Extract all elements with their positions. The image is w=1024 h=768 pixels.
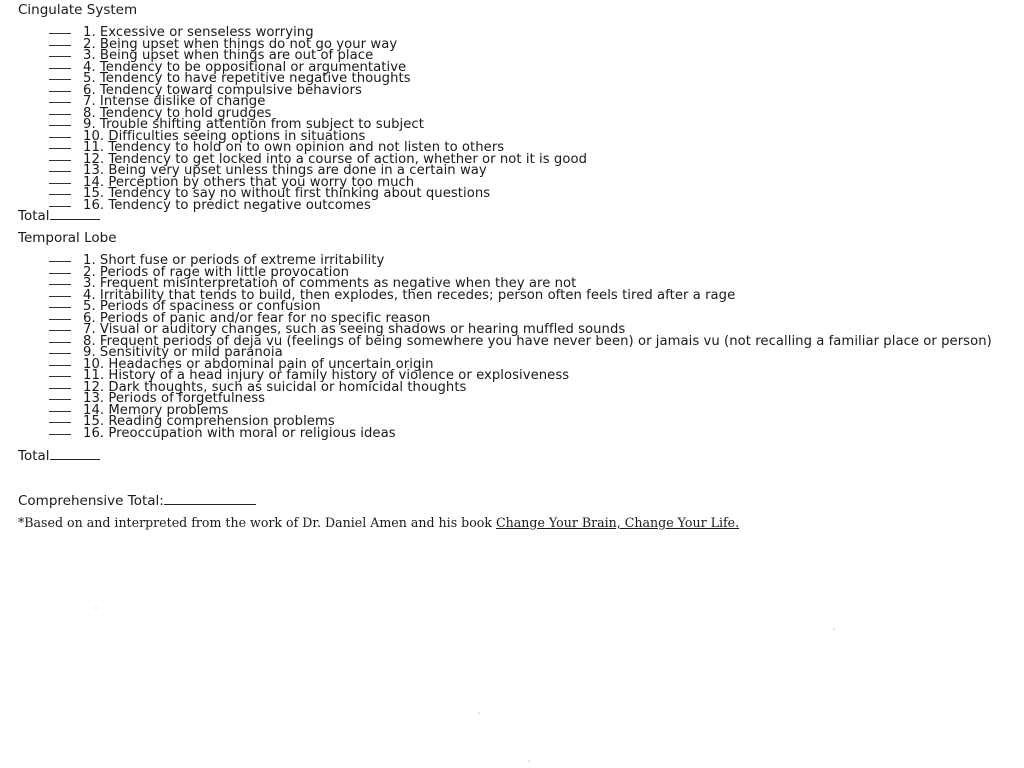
scan-speck (833, 628, 835, 630)
temporal-item: 2. Periods of rage with little provocation (49, 267, 1019, 279)
temporal-item: 12. Dark thoughts, such as suicidal or homicidal thoughts (49, 382, 1019, 394)
cingulate-total: Total (18, 207, 100, 224)
answer-blank[interactable] (49, 171, 71, 172)
source-footnote: *Based on and interpreted from the work of Dr. Daniel Amen and his book Change Your Brain, Change Your Life. (18, 515, 740, 530)
temporal-item: 10. Headaches or abdominal pain of uncertain origin (49, 359, 1019, 371)
answer-blank[interactable] (49, 56, 71, 57)
answer-blank[interactable] (49, 319, 71, 320)
answer-blank[interactable] (49, 183, 71, 184)
answer-blank[interactable] (49, 284, 71, 285)
answer-blank[interactable] (49, 33, 71, 34)
answer-blank[interactable] (49, 45, 71, 46)
cingulate-item-list (49, 27, 1019, 211)
cingulate-item: 3. Being upset when things are out of place (49, 50, 1019, 62)
answer-blank[interactable] (49, 434, 71, 435)
answer-blank[interactable] (49, 102, 71, 103)
cingulate-item: 16. Tendency to predict negative outcomes (49, 200, 1019, 212)
answer-blank[interactable] (49, 330, 71, 331)
answer-blank[interactable] (49, 194, 71, 195)
temporal-total-blank[interactable] (50, 447, 100, 460)
temporal-item: 13. Periods of forgetfulness (49, 393, 1019, 405)
comprehensive-total-blank[interactable] (164, 492, 256, 505)
answer-blank[interactable] (49, 411, 71, 412)
temporal-item: 4. Irritability that tends to build, then explodes, then recedes; person often feels tired after a rage (49, 290, 1019, 302)
temporal-item: 1. Short fuse or periods of extreme irritability (49, 255, 1019, 267)
answer-blank[interactable] (49, 114, 71, 115)
answer-blank[interactable] (49, 68, 71, 69)
cingulate-item: 1. Excessive or senseless worrying (49, 27, 1019, 39)
cingulate-total-blank[interactable] (50, 207, 100, 220)
cingulate-item: 8. Tendency to hold grudges (49, 108, 1019, 120)
temporal-total: Total (18, 447, 100, 464)
cingulate-item: 7. Intense dislike of change (49, 96, 1019, 108)
temporal-item: 3. Frequent misinterpretation of comments as negative when they are not (49, 278, 1019, 290)
temporal-item: 6. Periods of panic and/or fear for no specific reason (49, 313, 1019, 325)
cingulate-item: 5. Tendency to have repetitive negative thoughts (49, 73, 1019, 85)
cingulate-item: 4. Tendency to be oppositional or argumentative (49, 62, 1019, 74)
cingulate-section-title: Cingulate System (18, 2, 138, 18)
answer-blank[interactable] (49, 160, 71, 161)
answer-blank[interactable] (49, 261, 71, 262)
scan-speck (478, 712, 480, 714)
temporal-item: 5. Periods of spaciness or confusion (49, 301, 1019, 313)
temporal-item: 16. Preoccupation with moral or religious ideas (49, 428, 1019, 440)
cingulate-item: 14. Perception by others that you worry too much (49, 177, 1019, 189)
temporal-item: 14. Memory problems (49, 405, 1019, 417)
cingulate-item: 6. Tendency toward compulsive behaviors (49, 85, 1019, 97)
cingulate-item: 2. Being upset when things do not go your way (49, 39, 1019, 51)
scan-speck (95, 607, 97, 609)
answer-blank[interactable] (49, 388, 71, 389)
cingulate-item: 10. Difficulties seeing options in situations (49, 131, 1019, 143)
cingulate-item: 13. Being very upset unless things are done in a certain way (49, 165, 1019, 177)
cingulate-item: 9. Trouble shifting attention from subject to subject (49, 119, 1019, 131)
cingulate-item: 11. Tendency to hold on to own opinion and not listen to others (49, 142, 1019, 154)
answer-blank[interactable] (49, 422, 71, 423)
answer-blank[interactable] (49, 273, 71, 274)
comprehensive-total: Comprehensive Total: (18, 492, 256, 509)
answer-blank[interactable] (49, 91, 71, 92)
answer-blank[interactable] (49, 307, 71, 308)
answer-blank[interactable] (49, 353, 71, 354)
temporal-item: 11. History of a head injury or family history of violence or explosiveness (49, 370, 1019, 382)
temporal-section-title: Temporal Lobe (18, 230, 117, 246)
answer-blank[interactable] (49, 79, 71, 80)
temporal-item: 9. Sensitivity or mild paranoia (49, 347, 1019, 359)
cingulate-item: 15. Tendency to say no without first thinking about questions (49, 188, 1019, 200)
temporal-item: 7. Visual or auditory changes, such as seeing shadows or hearing muffled sounds (49, 324, 1019, 336)
answer-blank[interactable] (49, 399, 71, 400)
cingulate-item: 12. Tendency to get locked into a course of action, whether or not it is good (49, 154, 1019, 166)
book-title: Change Your Brain, Change Your Life. (496, 515, 740, 530)
temporal-item-list (49, 255, 1019, 439)
answer-blank[interactable] (49, 365, 71, 366)
scan-speck (528, 760, 530, 762)
answer-blank[interactable] (49, 137, 71, 138)
answer-blank[interactable] (49, 125, 71, 126)
answer-blank[interactable] (49, 376, 71, 377)
answer-blank[interactable] (49, 342, 71, 343)
answer-blank[interactable] (49, 296, 71, 297)
answer-blank[interactable] (49, 148, 71, 149)
temporal-item: 8. Frequent periods of deja vu (feelings of being somewhere you have never been) or jamais vu (not recalling a familiar place or person) (49, 336, 1019, 348)
temporal-item: 15. Reading comprehension problems (49, 416, 1019, 428)
